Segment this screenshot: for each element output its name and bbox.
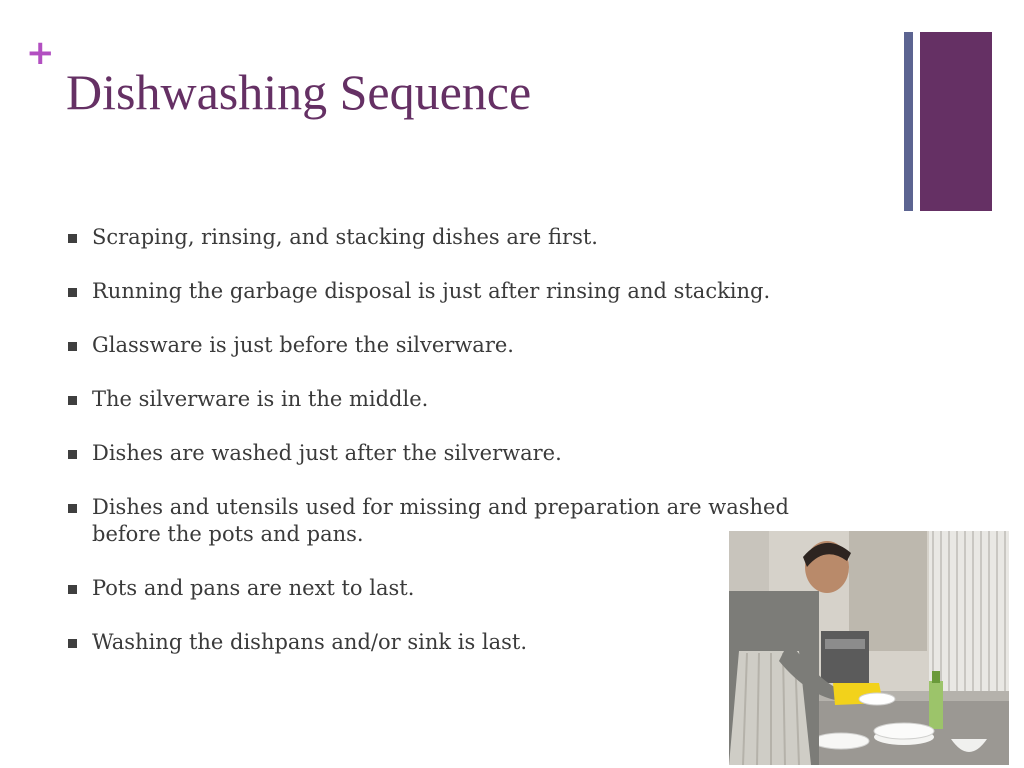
bullet-text: Pots and pans are next to last.	[92, 576, 415, 600]
accent-bar-thin	[904, 32, 913, 211]
bullet-text: Scraping, rinsing, and stacking dishes are first.	[92, 225, 598, 249]
square-bullet-icon	[68, 288, 77, 297]
square-bullet-icon	[68, 504, 77, 513]
bullet-item	[66, 332, 886, 359]
accent-bar-thick	[920, 32, 992, 211]
bullet-item	[66, 440, 886, 467]
bullet-item	[66, 386, 886, 413]
bullet-item	[66, 278, 886, 305]
square-bullet-icon	[68, 342, 77, 351]
slide-title: Dishwashing Sequence	[66, 64, 532, 120]
bullet-item	[66, 224, 886, 251]
bullet-text: Dishes are washed just after the silverware.	[92, 441, 562, 465]
bullet-text: Dishes and utensils used for missing and preparation are washed before the pots and pans.	[92, 495, 789, 546]
bullet-item	[66, 494, 802, 548]
square-bullet-icon	[68, 234, 77, 243]
square-bullet-icon	[68, 396, 77, 405]
bullet-text: The silverware is in the middle.	[92, 387, 429, 411]
square-bullet-icon	[68, 639, 77, 648]
bullet-text: Glassware is just before the silverware.	[92, 333, 514, 357]
square-bullet-icon	[68, 585, 77, 594]
square-bullet-icon	[68, 450, 77, 459]
plus-mark-icon: +	[26, 33, 55, 73]
bullet-text: Running the garbage disposal is just after rinsing and stacking.	[92, 279, 771, 303]
bullet-text: Washing the dishpans and/or sink is last.	[92, 630, 528, 654]
man-washing-dishes-photo	[729, 531, 1009, 765]
